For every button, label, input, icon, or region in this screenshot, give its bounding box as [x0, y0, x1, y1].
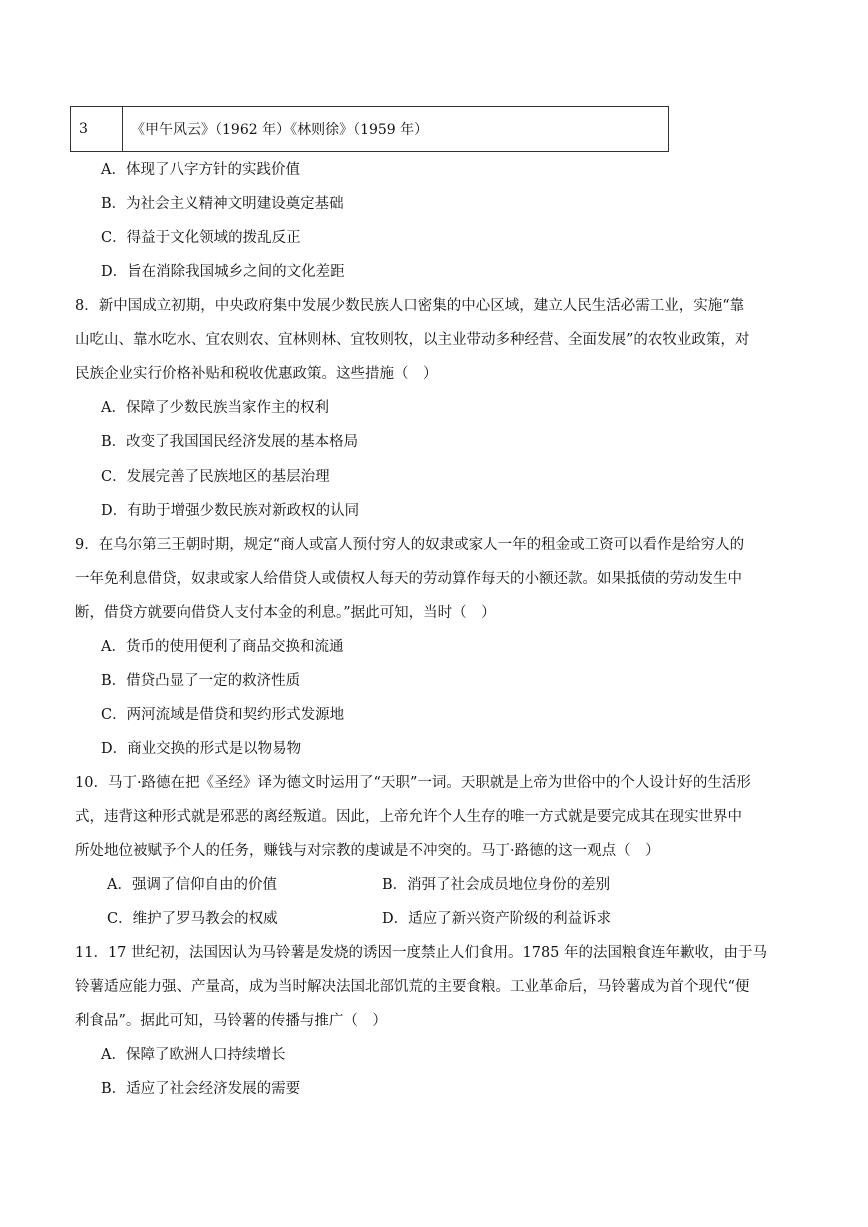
q10-stem-line-2: 式，违背这种形式就是邪恶的离经叛道。因此，上帝允许个人生存的唯一方式就是要完成其在现实世界中 [75, 809, 742, 825]
q10-option-a: A．强调了信仰自由的价值 [107, 877, 277, 893]
q11-option-a: A．保障了欧洲人口持续增长 [101, 1047, 286, 1063]
q9-option-b: B．借贷凸显了一定的救济性质 [101, 673, 301, 689]
q7-option-b: B．为社会主义精神文明建设奠定基础 [101, 196, 344, 212]
q8-stem-line-1: 8．新中国成立初期，中央政府集中发展少数民族人口密集的中心区域，建立人民生活必需工业，实施“靠 [75, 298, 745, 314]
q11-stem-line-3: 利食品”。据此可知，马铃薯的传播与推广（ ） [75, 1013, 387, 1029]
q10-stem-line-3: 所处地位被赋予个人的任务，赚钱与对宗教的虔诚是不冲突的。马丁·路德的这一观点（ ） [75, 843, 660, 859]
q10-option-d: D．适应了新兴资产阶级的利益诉求 [382, 911, 612, 927]
q8-stem-line-2: 山吃山、靠水吃水、宜农则农、宜林则林、宜牧则牧，以主业带动多种经营、全面发展”的农牧业政策，对 [75, 332, 750, 348]
q9-stem-line-2: 一年免利息借贷，奴隶或家人给借贷人或债权人每天的劳动算作每天的小额还款。如果抵债的劳动发生中 [75, 571, 742, 587]
q7-option-a: A．体现了八字方针的实践价值 [101, 162, 300, 178]
q9-stem-line-3: 断，借贷方就要向借贷人支付本金的利息。”据此可知，当时（ ） [75, 605, 496, 621]
q8-option-d: D．有助于增强少数民族对新政权的认同 [101, 503, 360, 519]
q7-option-c: C．得益于文化领域的拨乱反正 [101, 230, 301, 246]
q9-stem-line-1: 9．在乌尔第三王朝时期，规定“商人或富人预付穷人的奴隶或家人一年的租金或工资可以看作是给穷人的 [75, 537, 745, 553]
q10-option-b: B．消弭了社会成员地位身份的差别 [382, 877, 611, 893]
table-row-number: 3 [71, 107, 123, 152]
q11-stem-line-1: 11．17 世纪初，法国因认为马铃薯是发烧的诱因一度禁止人们食用。1785 年的法国粮食连年歉收，由于马 [75, 945, 768, 961]
q8-option-c: C．发展完善了民族地区的基层治理 [101, 469, 330, 485]
q8-option-a: A．保障了少数民族当家作主的权利 [101, 400, 329, 416]
q9-option-a: A．货币的使用便利了商品交换和流通 [101, 639, 344, 655]
q10-option-c: C．维护了罗马教会的权威 [107, 911, 278, 927]
work-table-row [70, 106, 669, 152]
q11-option-b: B．适应了社会经济发展的需要 [101, 1081, 301, 1097]
q9-option-d: D．商业交换的形式是以物易物 [101, 741, 302, 757]
q11-stem-line-2: 铃薯适应能力强、产量高，成为当时解决法国北部饥荒的主要食粮。工业革命后，马铃薯成为首个现代“便 [75, 979, 750, 995]
q8-stem-line-3: 民族企业实行价格补贴和税收优惠政策。这些措施（ ） [75, 366, 438, 382]
table-row-content: 《甲午风云》（1962 年）《林则徐》（1959 年） [123, 107, 669, 152]
q9-option-c: C．两河流域是借贷和契约形式发源地 [101, 707, 345, 723]
q10-stem-line-1: 10．马丁·路德在把《圣经》译为德文时运用了“天职”一词。天职就是上帝为世俗中的个人设计好的生活形 [75, 775, 751, 791]
q7-option-d: D．旨在消除我国城乡之间的文化差距 [101, 264, 345, 280]
q8-option-b: B．改变了我国国民经济发展的基本格局 [101, 434, 359, 450]
